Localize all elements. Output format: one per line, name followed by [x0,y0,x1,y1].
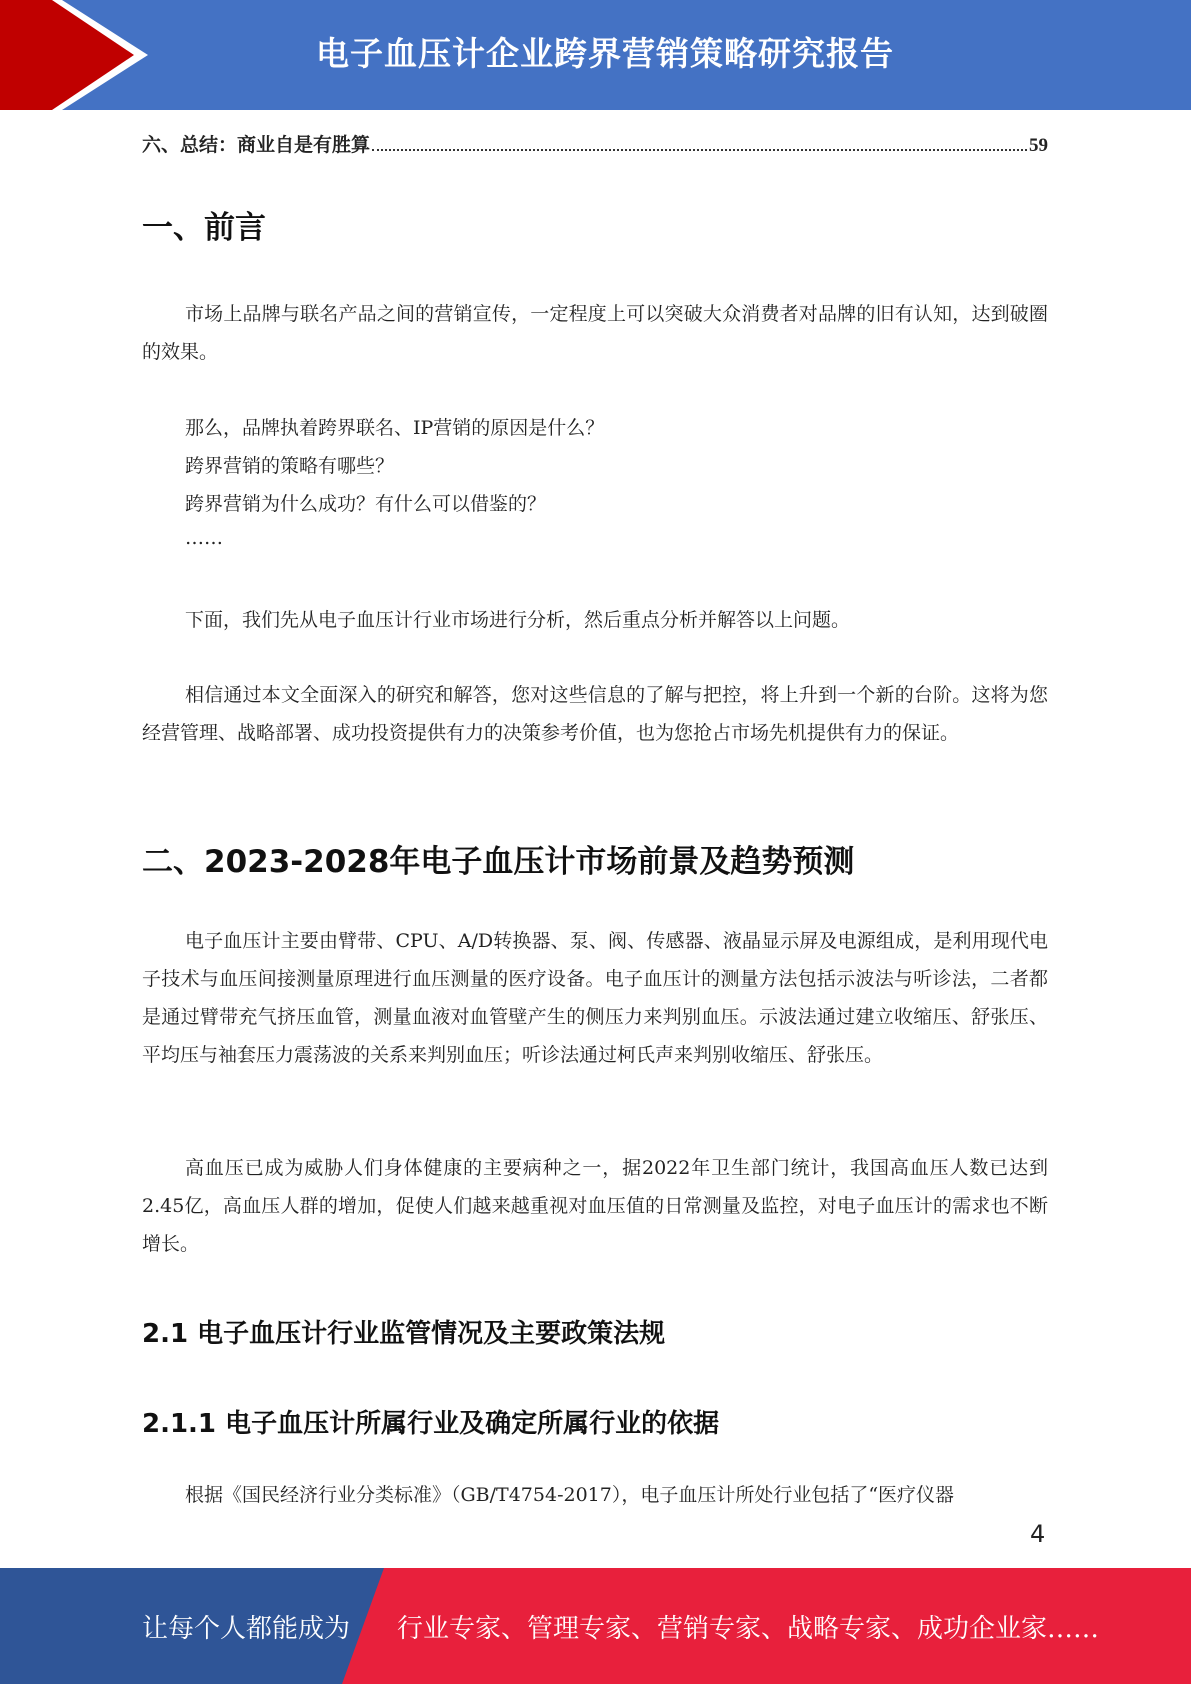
section-heading-preface: 一、前言 [142,210,266,246]
footer-slogan-right: 行业专家、管理专家、营销专家、战略专家、成功企业家…… [397,1614,1100,1644]
page-footer [0,1568,1191,1684]
toc-entry[interactable] [142,131,1048,157]
paragraph: 相信通过本文全面深入的研究和解答，您对这些信息的了解与把控，将上升到一个新的台阶。这将为您经营管理、战略部署、成功投资提供有力的决策参考价值，也为您抢占市场先机提供有力的保证。 [142,684,1048,744]
section-heading-forecast: 二、2023-2028年电子血压计市场前景及趋势预测 [142,844,855,880]
footer-slogan-left: 让每个人都能成为 [142,1614,351,1644]
paragraph: 高血压已成为威胁人们身体健康的主要病种之一，据2022年卫生部门统计，我国高血压人数已达到2.45亿，高血压人群的增加，促使人们越来越重视对血压值的日常测量及监控，对电子血压计的需求也不断增长。 [142,1157,1048,1255]
page-number: 4 [1030,1520,1046,1548]
toc-leader-dots [372,149,1027,151]
page-header [0,0,1191,110]
toc-entry-page: 59 [1029,135,1048,156]
question-line: 跨界营销的策略有哪些？ [185,455,395,477]
ellipsis-line: …… [185,527,223,549]
toc-entry-label: 六、总结：商业自是有胜算 [142,135,371,156]
paragraph: 市场上品牌与联名产品之间的营销宣传，一定程度上可以突破大众消费者对品牌的旧有认知，达到破圈的效果。 [142,303,1048,363]
paragraph: 电子血压计主要由臂带、CPU、A/D转换器、泵、阀、传感器、液晶显示屏及电源组成，是利用现代电子技术与血压间接测量原理进行血压测量的医疗设备。电子血压计的测量方法包括示波法与听诊法，二者都是通过臂带充气挤压血管，测量血液对血管壁产生的侧压力来判别血压。示波法通过建立收缩压、舒张压、平均压与袖套压力震荡波的关系来判别血压；听诊法通过柯氏声来判别收缩压、舒张压。 [142,930,1048,1066]
question-line: 跨界营销为什么成功？有什么可以借鉴的？ [185,493,547,515]
paragraph: 根据《国民经济行业分类标准》（GB/T4754-2017），电子血压计所处行业包括了“医疗仪器 [185,1484,955,1506]
paragraph: 下面，我们先从电子血压计行业市场进行分析，然后重点分析并解答以上问题。 [185,609,851,631]
header-arrow-decoration [0,0,160,110]
question-line: 那么，品牌执着跨界联名、IP营销的原因是什么？ [185,417,605,439]
report-title: 电子血压计企业跨界营销策略研究报告 [316,34,894,73]
subsection-heading: 2.1 电子血压计行业监管情况及主要政策法规 [142,1319,666,1349]
subsection-heading: 2.1.1 电子血压计所属行业及确定所属行业的依据 [142,1409,720,1439]
